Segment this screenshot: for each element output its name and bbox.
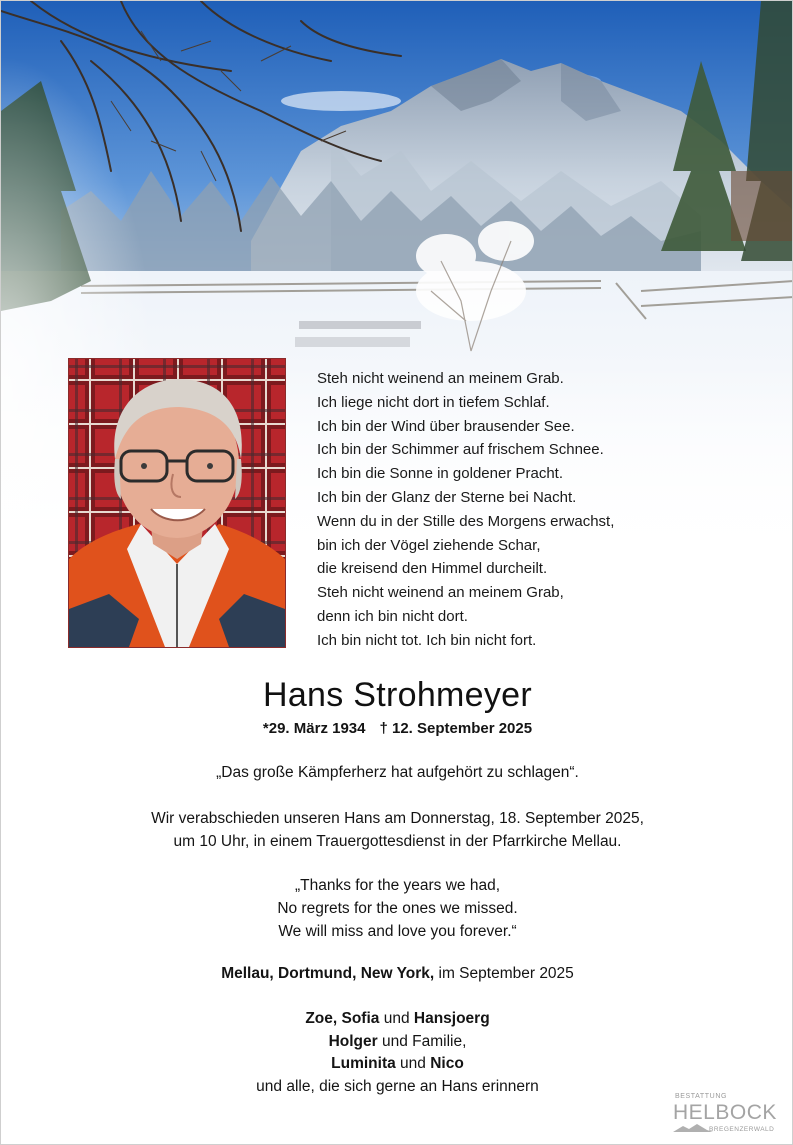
poem-line: die kreisend den Himmel durcheilt. xyxy=(317,560,548,578)
poem-line: Steh nicht weinend an meinem Grab, xyxy=(317,584,564,602)
service-info xyxy=(1,807,793,853)
logo-top-text: BESTATTUNG xyxy=(675,1093,728,1100)
family-line xyxy=(1,1008,793,1031)
service-line: um 10 Uhr, in einem Trauergottesdienst in der Pfarrkirche Mellau. xyxy=(173,833,622,850)
place-cities: Mellau, Dortmund, New York, xyxy=(221,965,435,982)
motto: „Das große Kämpferherz hat aufgehört zu schlagen“. xyxy=(216,764,579,781)
family-connector: und xyxy=(395,1055,431,1072)
mountain-icon xyxy=(673,1124,713,1132)
family-line: und alle, die sich gerne an Hans erinnern xyxy=(256,1077,539,1095)
death-date: † 12. September 2025 xyxy=(379,720,533,737)
poem-line: Ich bin die Sonne in goldener Pracht. xyxy=(317,465,563,483)
poem-line: Steh nicht weinend an meinem Grab. xyxy=(317,370,564,387)
quote-line: No regrets for the ones we missed. xyxy=(277,900,518,917)
family-connector: und Familie, xyxy=(377,1032,467,1050)
family-mourners xyxy=(1,1008,793,1098)
family-names: Hansjoerg xyxy=(413,1010,490,1027)
poem-line: denn ich bin nicht dort. xyxy=(317,607,468,625)
logo-name: HELBOCK xyxy=(673,1101,777,1124)
poem-line: Ich bin nicht tot. Ich bin nicht fort. xyxy=(317,631,537,649)
deceased-name: Hans Strohmeyer xyxy=(262,676,533,714)
family-names: Zoe, Sofia xyxy=(305,1010,380,1027)
poem-line: Ich bin der Wind über brausender See. xyxy=(317,417,575,435)
service-line: Wir verabschieden unseren Hans am Donnerstag, 18. September 2025, xyxy=(151,810,644,827)
poem xyxy=(317,367,777,653)
place-and-date xyxy=(1,963,793,985)
poem-line: bin ich der Vögel ziehende Schar, xyxy=(317,536,541,554)
place-date: im September 2025 xyxy=(434,965,574,982)
poem-line: Wenn du in der Stille des Morgens erwachst, xyxy=(317,512,615,530)
birth-date: *29. März 1934 xyxy=(262,720,366,737)
logo-bottom-text: BREGENZERWALD xyxy=(709,1126,775,1133)
family-names: Holger xyxy=(328,1032,378,1050)
family-connector: und xyxy=(379,1010,414,1027)
funeral-home-logo xyxy=(669,1093,785,1137)
family-line xyxy=(1,1031,793,1054)
quote-line: We will miss and love you forever.“ xyxy=(278,923,517,940)
family-names: Nico xyxy=(430,1055,464,1072)
english-quote xyxy=(1,874,793,943)
family-line xyxy=(1,1053,793,1076)
poem-line: Ich bin der Schimmer auf frischem Schnee. xyxy=(317,441,604,459)
poem-line: Ich liege nicht dort in tiefem Schlaf. xyxy=(317,393,550,411)
quote-line: „Thanks for the years we had, xyxy=(294,877,501,894)
family-names: Luminita xyxy=(331,1055,396,1072)
life-dates xyxy=(1,718,793,740)
portrait-photo xyxy=(68,358,286,648)
poem-line: Ich bin der Glanz der Sterne bei Nacht. xyxy=(317,488,577,506)
